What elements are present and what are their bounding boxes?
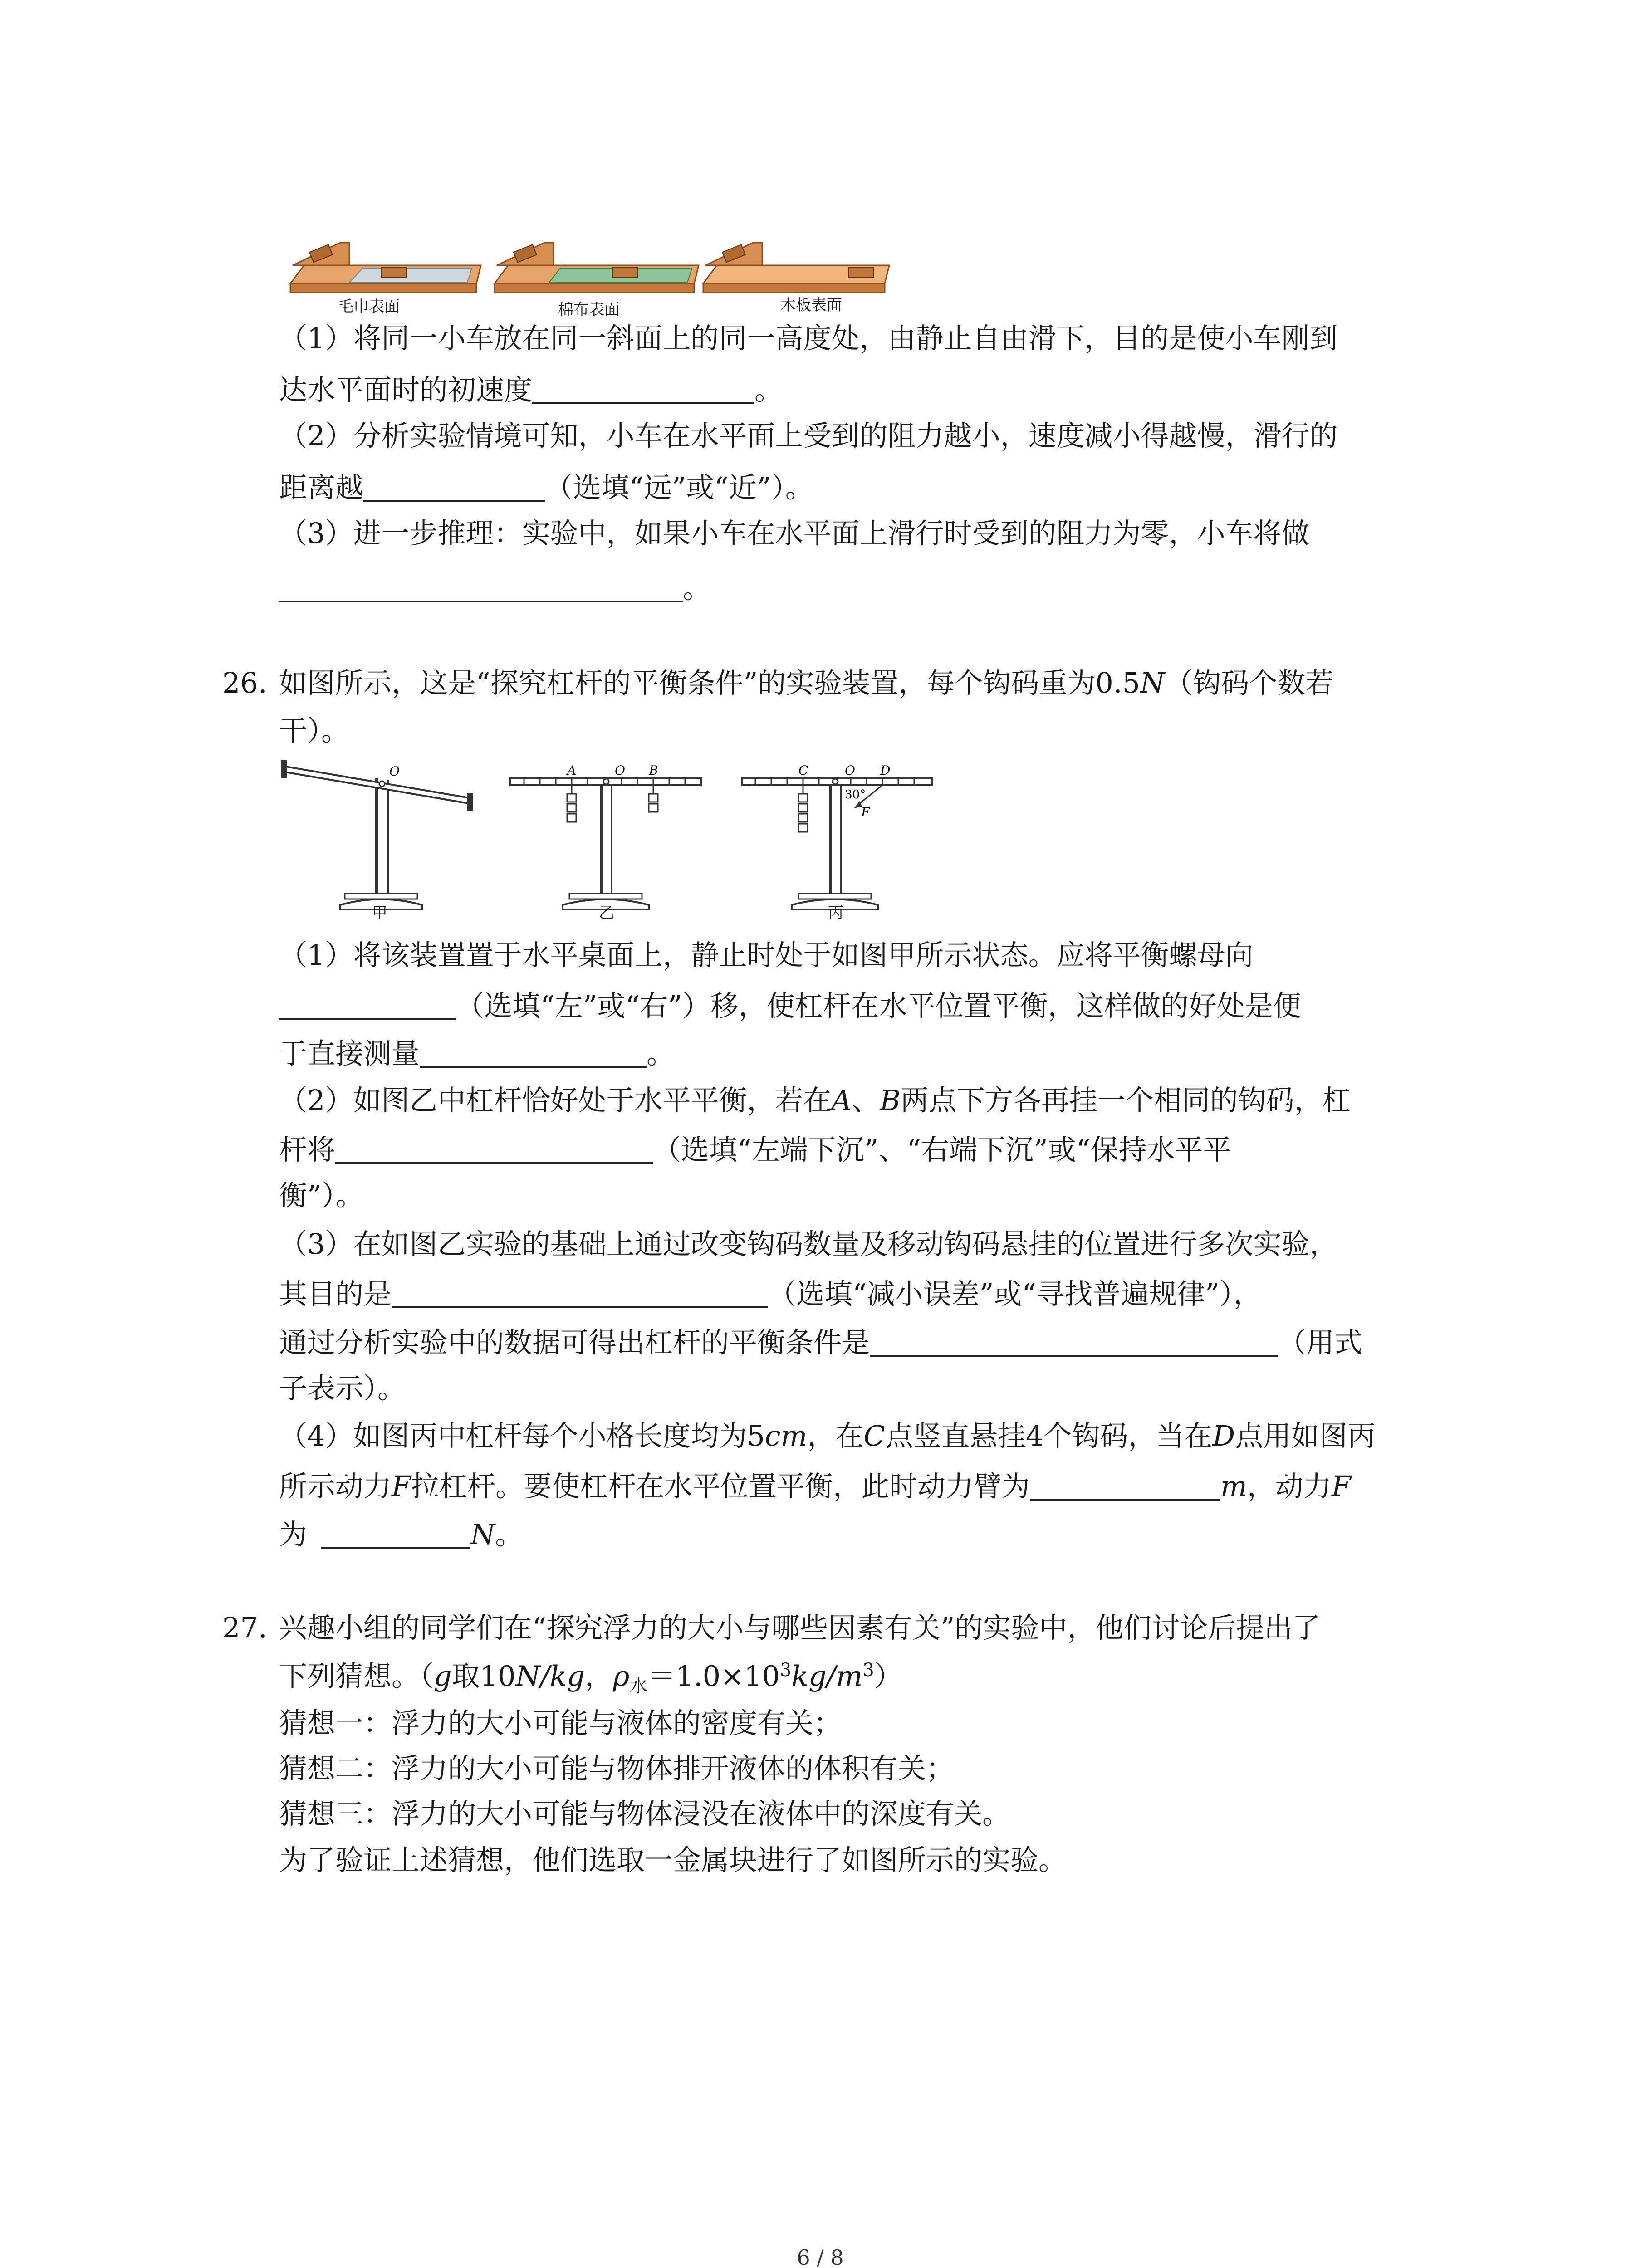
svg-text:C: C bbox=[798, 763, 808, 778]
q27-guess-3: 猜想三：浮力的大小可能与物体浸没在液体中的深度有关。 bbox=[279, 1797, 1011, 1830]
lever-yi bbox=[510, 763, 701, 909]
q26-stem-line2: 干）。 bbox=[279, 714, 350, 747]
q26-part3-line3: 通过分析实验中的数据可得出杠杆的平衡条件是 （用式 bbox=[279, 1326, 1363, 1359]
q26-part2-line3: 衡”）。 bbox=[279, 1179, 364, 1212]
q25-part2-line1: （2）分析实验情境可知，小车在水平面上受到的阻力越小，速度减小得越慢，滑行的 bbox=[279, 419, 1338, 452]
q25-part3-line1: （3）进一步推理：实验中，如果小车在水平面上滑行时受到的阻力为零，小车将做 bbox=[279, 517, 1310, 550]
svg-text:A: A bbox=[567, 763, 577, 778]
fig-label-bing: 丙 bbox=[828, 904, 843, 922]
lever-bing bbox=[742, 763, 932, 909]
svg-text:O: O bbox=[389, 764, 400, 779]
q26-part3-line1: （3）在如图乙实验的基础上通过改变钩码数量及移动钩码悬挂的位置进行多次实验， bbox=[279, 1227, 1338, 1261]
svg-text:O: O bbox=[845, 763, 855, 778]
q26-blank-7[interactable] bbox=[321, 1519, 470, 1549]
q26-part3-line2: 其目的是 （选填“减小误差”或“寻找普遍规律”）， bbox=[279, 1277, 1262, 1310]
page-number: 6 / 8 bbox=[797, 2245, 844, 2268]
q27-guess-1: 猜想一：浮力的大小可能与液体的密度有关； bbox=[279, 1706, 842, 1740]
lever-jia bbox=[281, 760, 473, 909]
q27-stem-line2: 下列猜想。（g取10N/kg，$\rho_水=1.0\times 10^3kg/m^3$） bbox=[279, 1659, 902, 1697]
svg-text:30°: 30° bbox=[845, 788, 866, 802]
q27-number: 27. bbox=[222, 1611, 267, 1644]
q26-blank-6[interactable] bbox=[1030, 1471, 1220, 1501]
q26-part4-line2: 所示动力F拉杠杆。要使杠杆在水平位置平衡，此时动力臂为 m，动力F bbox=[279, 1470, 1351, 1503]
q26-part2-line1: （2）如图乙中杠杆恰好处于水平平衡，若在A、B两点下方各再挂一个相同的钩码，杠 bbox=[279, 1084, 1351, 1117]
q26-blank-2[interactable] bbox=[420, 1038, 647, 1068]
q25-blank-1[interactable] bbox=[532, 374, 754, 404]
q25-part3-line2: 。 bbox=[279, 572, 711, 602]
q26-blank-3[interactable] bbox=[335, 1134, 653, 1164]
fig-label-jia: 甲 bbox=[372, 904, 387, 922]
q27-last-line: 为了验证上述猜想，他们选取一金属块进行了如图所示的实验。 bbox=[279, 1843, 1067, 1877]
q25-part1-line1: （1）将同一小车放在同一斜面上的同一高度处，由静止自由滑下，目的是使小车刚到 bbox=[279, 322, 1338, 355]
svg-text:F: F bbox=[861, 805, 870, 820]
q26-part3-line4: 子表示）。 bbox=[279, 1372, 406, 1405]
q26-blank-4[interactable] bbox=[392, 1278, 768, 1308]
svg-text:D: D bbox=[880, 763, 891, 778]
towel-surface-label: 毛巾表面 bbox=[338, 298, 400, 316]
q26-part1-line2: （选填“左”或“右”）移，使杠杆在水平位置平衡，这样做的好处是便 bbox=[279, 990, 1301, 1020]
q25-blank-3[interactable] bbox=[279, 572, 683, 602]
q26-part1-line3: 于直接测量 。 bbox=[279, 1037, 675, 1070]
svg-text:B: B bbox=[649, 763, 658, 778]
q26-number: 26. bbox=[222, 666, 267, 699]
q27-stem-line1: 兴趣小组的同学们在“探究浮力的大小与哪些因素有关”的实验中，他们讨论后提出了 bbox=[279, 1611, 1321, 1644]
q25-part1-line2: 达水平面时的初速度 。 bbox=[279, 373, 783, 406]
q26-part2-line2: 杆将 （选填“左端下沉”、“右端下沉”或“保持水平平 bbox=[279, 1133, 1231, 1166]
q26-blank-1[interactable] bbox=[279, 990, 456, 1020]
wood-surface-label: 木板表面 bbox=[780, 296, 842, 314]
q25-blank-2[interactable] bbox=[363, 472, 545, 502]
cotton-surface-label: 棉布表面 bbox=[558, 301, 620, 319]
towel-surface-board bbox=[290, 243, 481, 293]
cotton-surface-board bbox=[495, 243, 699, 293]
q25-part2-line2: 距离越 （选填“远”或“近”）。 bbox=[279, 471, 813, 504]
wood-surface-board bbox=[703, 243, 889, 293]
lever-figure bbox=[272, 748, 962, 921]
q26-part4-line1: （4）如图丙中杠杆每个小格长度均为5cm，在C点竖直悬挂4个钩码，当在D点用如图丙 bbox=[279, 1419, 1376, 1452]
q26-part4-line3: 为 N。 bbox=[279, 1518, 524, 1551]
fig-label-yi: 乙 bbox=[599, 904, 614, 922]
q27-guess-2: 猜想二：浮力的大小可能与物体排开液体的体积有关； bbox=[279, 1752, 955, 1785]
q26-part1-line1: （1）将该装置置于水平桌面上，静止时处于如图甲所示状态。应将平衡螺母向 bbox=[279, 938, 1254, 972]
q26-blank-5[interactable] bbox=[870, 1327, 1278, 1357]
q26-stem-line1: 如图所示，这是“探究杠杆的平衡条件”的实验装置，每个钩码重为0.5N（钩码个数若 bbox=[279, 666, 1334, 699]
svg-text:O: O bbox=[615, 763, 625, 778]
